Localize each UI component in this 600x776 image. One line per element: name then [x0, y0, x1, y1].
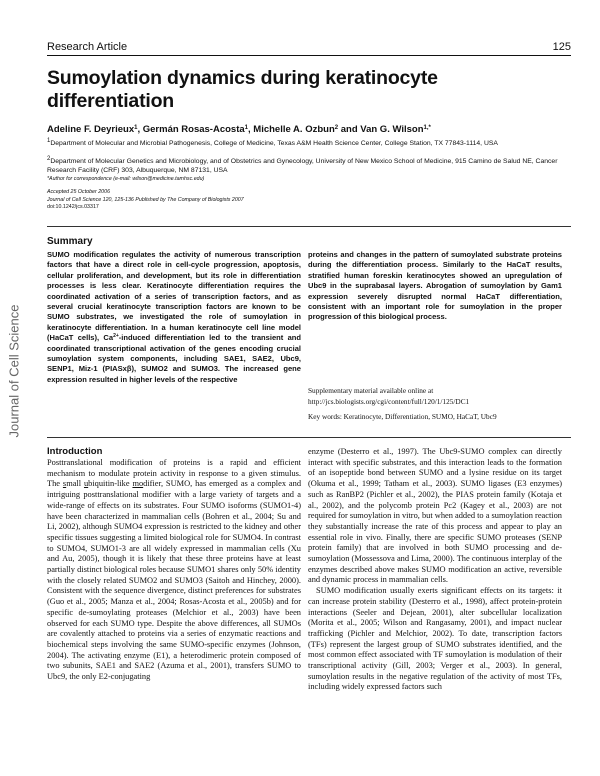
publication-meta — [47, 189, 244, 212]
running-header — [47, 41, 571, 56]
paragraph: enzyme (Desterro et al., 1997). The Ubc9-SUMO complex can directly interact with specific substrates, and this interaction leads to the formation of an isopeptide bond between SUMO and a lysine residue on its target (Okuma et al., 1999; Tatham et al., 2003). SUMO ligases (E3 enzymes) such as RanBP2 (Pichler et al., 2002), the PIAS protein family (Kotaja et al., 2002), and the polycomb protein Pc2 (Kagey et al., 2003) are not required for sumoylation in vitro, but when added to a sumoylation reaction they substantially increase the rate of this process and appear to play an essential role in vivo. Finally, there are specific SUMO proteases (SENP protein family) that are involved in both SUMO processing and de-sumoylation (Mossessova and Lima, 2000). The continuous interplay of the enzymes described above makes SUMO modification an active, reversible and dynamic process in mammalian cells. — [308, 447, 562, 585]
summary-text-left — [47, 250, 301, 450]
accepted-date: Accepted 25 October 2006 — [47, 189, 111, 195]
paragraph — [47, 458, 301, 683]
article-title: Sumoylation dynamics during keratinocyte differentiation — [47, 67, 438, 112]
affiliation-text: Department of Molecular and Microbial Pathogenesis, College of Medicine, Texas A&M Health Science Center, College Station, TX 77843-1114, USA — [50, 140, 498, 147]
text-run: mall — [66, 479, 84, 489]
author-affiliation-marker: 1,* — [423, 125, 431, 131]
affiliation — [47, 139, 571, 148]
correspondence-note: *Author for correspondence (e-mail: wilson@medicine.tamhsc.edu) — [47, 176, 205, 182]
author-affiliation-marker: 1 — [134, 125, 138, 131]
introduction-column-right — [308, 447, 562, 758]
text-run: difier, SUMO, has emerged as a complex and intriguing posttranslational modifier with a large variety of targets and a wide-range of effects on its substrates. Four SUMO isoforms (SUMO1-4) have been characterized in mammalian cells (Bohren et al., 2004; Su and Li, 2002), although SUMO4 expression is restricted to the kidney and other specific tissues suggesting a limited biological role for SUMO4. In contrast to SUMO4, SUMO1-3 are all widely expressed in mammalian cells (Xu and Au, 2005), though it is likely that these three proteins have at least partially distinct biological roles because SUMO1 shares only 50% identity with the closely related SUMO2 and SUMO3 (Saitoh and Hinchey, 2000). Consistent with the sequence divergence, distinct preferences for substrates (Guo et al., 2005; Manza et al., 2004; Rosas-Acosta et al., 2005b) and for specific de-sumoylating proteases (Melchior et al., 2003) have been observed for each SUMO type. Despite the above differences, all SUMOs are covalently attached to proteins via a series of enzymatic reactions and biochemical steps involving the same SUMO-specific enzymes (Johnson, 2004). The activating enzyme (E1), a heterodimeric protein composed of two subunits, SAE1 and SAE2 (Azuma et al., 2001), transfers SUMO to Ubc9, the only E2-conjugating — [47, 479, 301, 682]
keywords: Key words: Keratinocyte, Differentiation, SUMO, HaCaT, Ubc9 — [308, 412, 497, 421]
text-run: s — [62, 479, 67, 489]
page-number: 125 — [552, 41, 571, 53]
paragraph: SUMO modification usually exerts significant effects on its targets: it can increase protein stability (Desterro et al., 1998), affect protein-protein interactions (Seeler and Dejean, 2001), alter subcellular localization (Morita et al., 2005; Wilson and Rangasamy, 2001), and impact nuclear trafficking (Pichler and Melchior, 2002). To date, transcription factors (TFs) represent the largest group of SUMO substrates identified, and the most common effect associated with TF sumoylation is modulation of their transcriptional activity (Gill, 2003; Verger et al., 2003). In general, sumoylation results in the negative regulation of the activity of most TFs, including widely expressed factors such — [308, 586, 562, 692]
introduction-heading: Introduction — [47, 446, 103, 457]
divider — [47, 437, 571, 438]
author-affiliation-marker: 2 — [334, 125, 339, 131]
affiliation-marker: 2 — [47, 156, 51, 162]
supplementary-note — [308, 385, 570, 407]
supplementary-label: Supplementary material available online at — [308, 386, 434, 395]
journal-sidebar — [5, 268, 23, 473]
divider — [47, 226, 571, 227]
affiliation-text: Department of Molecular Genetics and Microbiology, and of Obstetrics and Gynecology, University of New Mexico School of Medicine, 915 Camino de Salud NE, Cancer Research Facility (CRF) 303, Albuquerque, NM 87131, USA — [47, 158, 558, 174]
summary-heading: Summary — [47, 236, 93, 247]
author-name: Van G. Wilson — [360, 124, 424, 135]
summary-text: -induced differentiation led to the transient and coordinated transcriptional activation of the genes encoding crucial sumoylation system components, including SAE1, SAE2, Ubc9, SENP1, Miz-1 (PIASxβ), SUMO2 and SUMO3. The increased gene expression resulted in higher levels of the respective — [47, 333, 301, 384]
author-list: Adeline F. Deyrieux$^1$, Germán Rosas-Acosta$^1$, Michelle A. Ozbun$^2$ and Van G. Wilson$^{1,*}$ — [47, 124, 431, 135]
text-run: Posttranslational modification of proteins is a rapid and efficient mechanism to modulate protein activity in response to a given stimulus. The — [47, 458, 301, 489]
journal-sidebar-text: Journal of Cell Science — [6, 304, 22, 437]
author-name: Michelle A. Ozbun — [253, 124, 335, 135]
author-name: Germán Rosas-Acosta — [142, 124, 245, 135]
author-name: Adeline F. Deyrieux — [47, 124, 135, 135]
summary-text: SUMO modification regulates the activity of numerous transcription factors that have a direct role in cell-cycle progression, apoptosis, cellular proliferation, and development, but its role in differentiation processes is less clear. Keratinocyte differentiation requires the coordinated activation of a series of transcription factors, and as several crucial keratinocyte transcription factors are known to be SUMO substrates, we investigated the role of sumoylation in keratinocyte differentiation. In a human keratinocyte cell line model (HaCaT cells), Ca — [47, 250, 301, 343]
text-run: biquitin-like — [88, 479, 133, 489]
author-affiliation-marker: 1 — [244, 125, 248, 131]
supplementary-link[interactable]: http://jcs.biologists.org/cgi/content/full/120/1/125/DC1 — [308, 397, 470, 406]
affiliation-marker: 1 — [47, 138, 51, 144]
journal-citation: Journal of Cell Science 120, 125-136 Published by The Company of Biologists 2007 — [47, 196, 244, 203]
calcium-superscript: 2+ — [113, 333, 119, 340]
text-run: u — [83, 479, 89, 489]
doi: doi:10.1242/jcs.03317 — [47, 204, 99, 210]
text-run: mo — [132, 479, 144, 489]
affiliation — [47, 157, 571, 175]
summary-text-right: proteins and changes in the pattern of sumoylated substrate proteins during the differentiation process. Similarly to the HaCaT results, stratified human foreskin keratinocytes showed an upregulation of Ubc9 in the suprabasal layers. Abrogation of sumoylation by Gam1 expression severely disrupted normal HaCaT differentiation, consistent with an important role for sumoylation in the proper progression of this biological process. — [308, 250, 562, 322]
introduction-column-left — [47, 458, 301, 758]
article-type-label: Research Article — [47, 41, 128, 53]
